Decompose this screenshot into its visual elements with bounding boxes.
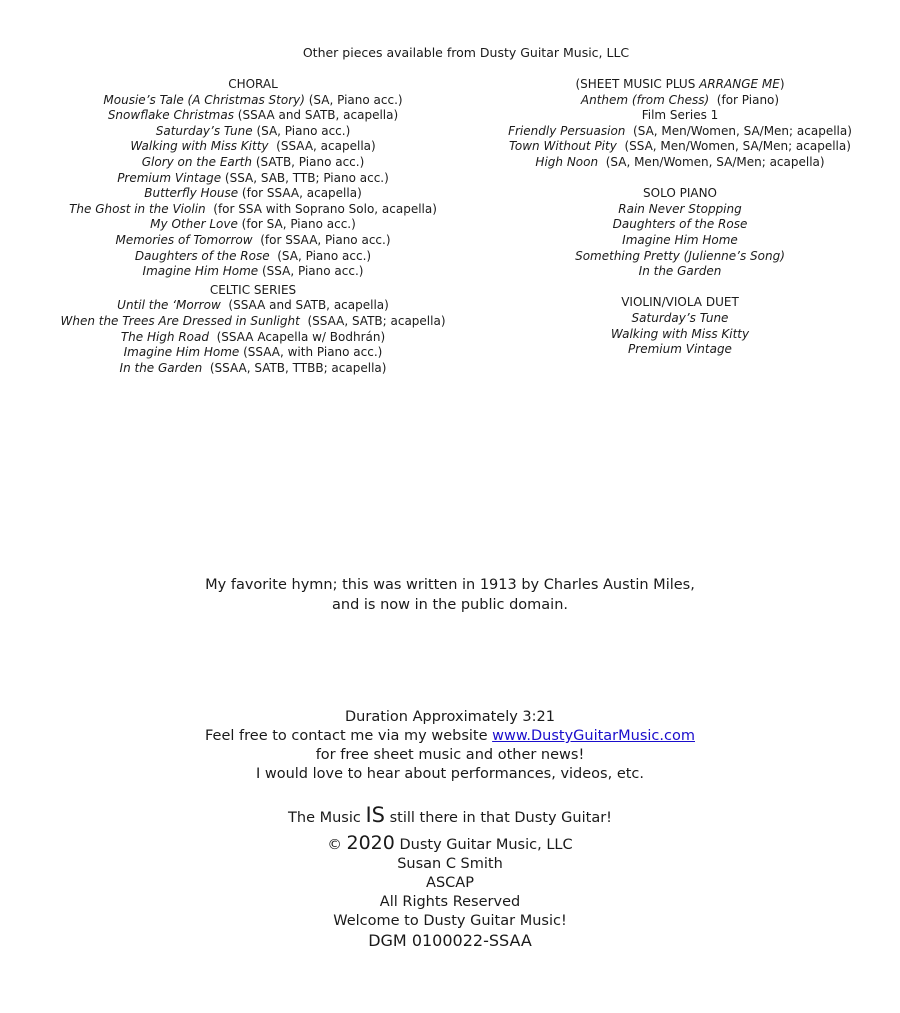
- piece-detail: (SA, Piano acc.): [304, 92, 403, 107]
- piece-detail: (SSA, Piano acc.): [258, 264, 364, 279]
- hymn-note: [0, 576, 900, 615]
- sheet-music-heading-suffix: ): [779, 77, 785, 91]
- contact-block: [0, 708, 900, 784]
- piece-detail: (SSAA, acapella): [268, 139, 376, 154]
- piece-title: Anthem (from Chess): [580, 92, 710, 107]
- list-item: [480, 155, 880, 171]
- right-column: [480, 77, 880, 358]
- piece-detail: (SSAA Acapella w/ Bodhrán): [209, 329, 386, 344]
- list-item: [480, 124, 880, 140]
- sheet-music-heading: [480, 77, 880, 93]
- duet-list: [480, 311, 880, 358]
- choral-list: [53, 93, 453, 280]
- piece-title: Saturday’s Tune: [155, 123, 253, 138]
- contact-line: [0, 727, 900, 746]
- tagline-after: still there in that Dusty Guitar!: [385, 810, 612, 826]
- website-link[interactable]: www.DustyGuitarMusic.com: [492, 728, 695, 744]
- list-item: [53, 314, 453, 330]
- piece-detail: (SATB, Piano acc.): [252, 154, 365, 169]
- list-item: [53, 155, 453, 171]
- welcome: Welcome to Dusty Guitar Music!: [333, 913, 567, 929]
- list-item: [53, 124, 453, 140]
- piece-detail: (SSAA, SATB; acapella): [299, 313, 446, 328]
- piece-title: Imagine Him Home: [622, 232, 738, 247]
- list-item: [53, 233, 453, 249]
- list-item: [53, 249, 453, 265]
- piece-title: In the Garden: [119, 360, 203, 375]
- author: Susan C Smith: [397, 856, 503, 872]
- piece-detail: (SSAA, with Piano acc.): [239, 345, 383, 360]
- page-header: Other pieces available from Dusty Guitar Music, LLC: [302, 45, 630, 60]
- copyright-symbol: ©: [327, 837, 347, 853]
- arrange-me-label: ARRANGE ME: [699, 77, 780, 91]
- piece-title: Friendly Persuasion: [508, 123, 626, 138]
- list-item: [53, 171, 453, 187]
- piece-title: Imagine Him Home: [123, 345, 240, 360]
- piece-detail: (SSAA and SATB, acapella): [233, 108, 399, 123]
- piece-title: Rain Never Stopping: [618, 201, 742, 216]
- contact-line4: I would love to hear about performances, videos, etc.: [255, 766, 645, 782]
- piece-detail: (for SA, Piano acc.): [237, 217, 356, 232]
- list-item: [53, 202, 453, 218]
- piece-title: Until the ‘Morrow: [117, 298, 221, 313]
- footer: [0, 834, 900, 950]
- piece-title: Imagine Him Home: [142, 264, 259, 279]
- piece-title: Daughters of the Rose: [612, 217, 748, 232]
- film-series-list: [480, 124, 880, 171]
- list-item: [480, 202, 880, 218]
- list-item: [53, 298, 453, 314]
- list-item: [53, 186, 453, 202]
- piece-detail: (SSAA, SATB, TTBB; acapella): [202, 360, 387, 375]
- rights: All Rights Reserved: [379, 894, 521, 910]
- piece-detail: (SA, Piano acc.): [252, 123, 351, 138]
- solo-piano-list: [480, 202, 880, 280]
- piece-title: High Noon: [535, 154, 599, 169]
- piece-detail: (for SSA with Soprano Solo, acapella): [205, 201, 437, 216]
- piece-title: Daughters of the Rose: [134, 248, 270, 263]
- film-series-label: Film Series 1: [641, 108, 719, 123]
- celtic-list: [53, 298, 453, 376]
- tagline-before: The Music: [288, 810, 366, 826]
- piece-detail: (for Piano): [709, 92, 780, 107]
- list-item: [53, 361, 453, 377]
- piece-title: The Ghost in the Violin: [69, 201, 206, 216]
- list-item: [480, 342, 880, 358]
- tagline-emphasis: IS: [365, 803, 385, 827]
- celtic-heading: CELTIC SERIES: [209, 282, 297, 297]
- list-item: [53, 217, 453, 233]
- list-item: [53, 345, 453, 361]
- duet-heading: VIOLIN/VIOLA DUET: [621, 295, 739, 310]
- solo-piano-heading: SOLO PIANO: [643, 186, 717, 201]
- piece-title: The High Road: [120, 329, 209, 344]
- piece-title: Memories of Tomorrow: [115, 232, 253, 247]
- list-item: [480, 139, 880, 155]
- list-item: [480, 327, 880, 343]
- piece-title: Premium Vintage: [117, 170, 222, 185]
- piece-detail: (SSA, Men/Women, SA/Men; acapella): [616, 139, 851, 154]
- copyright-company: Dusty Guitar Music, LLC: [394, 837, 573, 853]
- list-item: [53, 93, 453, 109]
- piece-title: Something Pretty (Julienne’s Song): [575, 248, 785, 263]
- piece-title: Saturday’s Tune: [631, 310, 729, 325]
- piece-title: Snowflake Christmas: [107, 108, 234, 123]
- contact-prefix: Feel free to contact me via my website: [205, 728, 493, 744]
- piece-title: Glory on the Earth: [141, 154, 252, 169]
- piece-detail: (SA, Men/Women, SA/Men; acapella): [625, 123, 852, 138]
- list-item: [53, 264, 453, 280]
- copyright-line: [0, 834, 900, 855]
- list-item: [53, 330, 453, 346]
- list-item: [480, 311, 880, 327]
- choral-heading: CHORAL: [228, 77, 278, 91]
- piece-title: When the Trees Are Dressed in Sunlight: [60, 313, 300, 328]
- piece-detail: (for SSAA, acapella): [238, 186, 362, 201]
- list-item: [53, 108, 453, 124]
- duration: Duration Approximately 3:21: [345, 709, 555, 725]
- catalog-number: DGM 0100022-SSAA: [368, 931, 532, 950]
- list-item: [480, 264, 880, 280]
- list-item: [480, 233, 880, 249]
- piece-detail: (SSA, SAB, TTB; Piano acc.): [221, 170, 389, 185]
- contact-line3: for free sheet music and other news!: [315, 747, 585, 763]
- list-item: [480, 249, 880, 265]
- piece-detail: (SA, Piano acc.): [269, 248, 372, 263]
- piece-title: My Other Love: [150, 217, 238, 232]
- copyright-year: 2020: [346, 832, 395, 854]
- piece-title: Mousie’s Tale (A Christmas Story): [103, 92, 305, 107]
- piece-title: Walking with Miss Kitty: [130, 139, 269, 154]
- tagline: [0, 803, 900, 827]
- left-column: [53, 77, 453, 376]
- hymn-note-line1: My favorite hymn; this was written in 1913 by Charles Austin Miles,: [205, 577, 695, 593]
- sheet-music-list: [480, 93, 880, 109]
- piece-detail: (SSAA and SATB, acapella): [220, 298, 389, 313]
- list-item: [53, 139, 453, 155]
- piece-title: Premium Vintage: [628, 342, 732, 357]
- society: ASCAP: [426, 875, 474, 891]
- piece-title: In the Garden: [638, 264, 722, 279]
- list-item: [480, 93, 880, 109]
- piece-title: Walking with Miss Kitty: [610, 326, 750, 341]
- piece-title: Town Without Pity: [509, 139, 617, 154]
- piece-title: Butterfly House: [144, 186, 239, 201]
- sheet-music-heading-prefix: (SHEET MUSIC PLUS: [575, 77, 700, 91]
- piece-detail: (SA, Men/Women, SA/Men; acapella): [598, 154, 825, 169]
- list-item: [480, 217, 880, 233]
- piece-detail: (for SSAA, Piano acc.): [252, 232, 391, 247]
- hymn-note-line2: and is now in the public domain.: [332, 596, 568, 613]
